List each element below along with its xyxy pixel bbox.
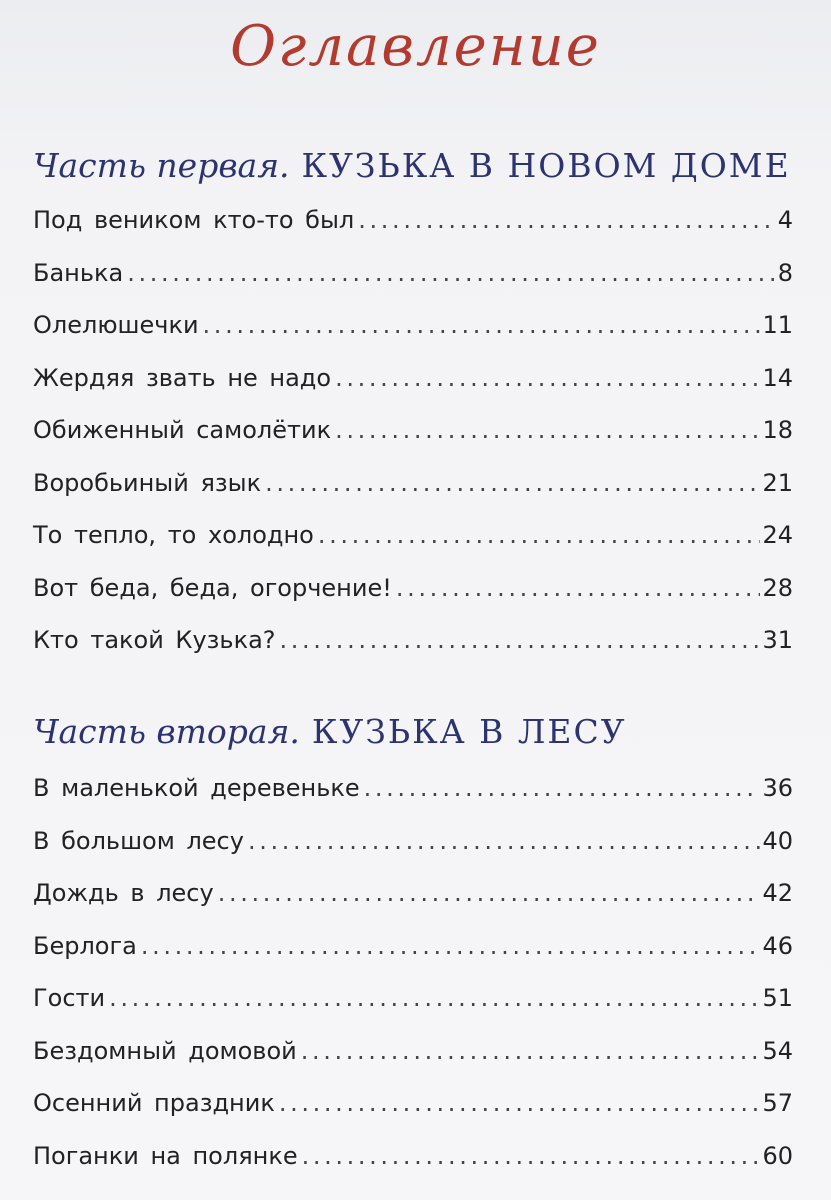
toc-entry-page: 36: [762, 774, 793, 802]
toc-entry-page: 54: [762, 1036, 793, 1065]
part-two-heading: [33, 712, 627, 751]
dot-leader: [358, 206, 775, 234]
toc-entry-title: Бездомный домовой: [33, 1036, 297, 1065]
part-one-lead: Часть первая.: [33, 146, 290, 185]
toc-entry-page: 4: [777, 206, 793, 234]
toc-entry[interactable]: [33, 1037, 793, 1090]
toc-entry-title: Олелюшечки: [33, 311, 199, 339]
dot-leader: [218, 879, 761, 907]
toc-entry[interactable]: [33, 259, 793, 312]
toc-entry-page: 60: [762, 1141, 793, 1170]
toc-entry-title: Жердяя звать не надо: [33, 363, 332, 392]
toc-entry[interactable]: [33, 1089, 793, 1142]
toc-entry-page: 24: [762, 521, 793, 549]
dot-leader: [203, 311, 761, 339]
dot-leader: [318, 521, 761, 549]
part-one-name: КУЗЬКА В НОВОМ ДОМЕ: [301, 146, 791, 185]
toc-entry-title: Вот беда, беда, огорчение!: [33, 573, 392, 602]
toc-entry[interactable]: [33, 311, 793, 364]
dot-leader: [301, 1037, 761, 1065]
toc-entry-title: Осенний праздник: [33, 1089, 275, 1117]
toc-entry[interactable]: [33, 879, 793, 932]
toc-entry-title: Воробьиный язык: [33, 468, 262, 497]
dot-leader: [141, 932, 761, 960]
toc-entry-title: Под веником кто-то был: [33, 206, 355, 234]
toc-entry-title: Гости: [33, 984, 106, 1012]
page-title: Оглавление: [230, 14, 601, 79]
toc-entry-page: 46: [762, 931, 793, 960]
dot-leader: [335, 416, 760, 444]
part-two-toc-list: [33, 774, 793, 1194]
toc-entry[interactable]: [33, 774, 793, 827]
part-one-heading: [33, 146, 791, 185]
part-two-name: КУЗЬКА В ЛЕСУ: [311, 712, 627, 751]
toc-entry-page: 21: [762, 468, 793, 497]
toc-entry[interactable]: [33, 932, 793, 985]
dot-leader: [279, 1089, 761, 1117]
part-one-toc-list: [33, 206, 793, 679]
dot-leader: [109, 984, 760, 1012]
dot-leader: [335, 364, 760, 392]
toc-entry-title: В большом лесу: [33, 826, 244, 855]
toc-entry-title: Поганки на полянке: [33, 1141, 298, 1170]
toc-entry-title: Банька: [33, 258, 124, 287]
dot-leader: [302, 1142, 761, 1170]
toc-entry-page: 57: [762, 1089, 793, 1117]
toc-entry-page: 14: [762, 363, 793, 392]
toc-entry[interactable]: [33, 469, 793, 522]
toc-entry-title: То тепло, то холодно: [33, 521, 314, 549]
toc-entry[interactable]: [33, 626, 793, 679]
toc-entry-title: Обиженный самолётик: [33, 416, 332, 444]
toc-entry-title: В маленькой деревеньке: [33, 774, 360, 802]
toc-entry-page: 8: [777, 258, 793, 287]
toc-entry-page: 11: [762, 311, 793, 339]
toc-entry-page: 18: [762, 416, 793, 444]
toc-entry-page: 42: [762, 879, 793, 907]
dot-leader: [280, 626, 761, 654]
toc-entry-page: 51: [762, 984, 793, 1012]
toc-entry-page: 40: [762, 826, 793, 855]
dot-leader: [127, 259, 776, 287]
toc-entry-title: Берлога: [33, 931, 137, 960]
toc-entry[interactable]: [33, 206, 793, 259]
toc-entry[interactable]: [33, 364, 793, 417]
dot-leader: [248, 827, 761, 855]
toc-entry[interactable]: [33, 1142, 793, 1195]
toc-entry[interactable]: [33, 416, 793, 469]
dot-leader: [364, 774, 761, 802]
toc-entry[interactable]: [33, 574, 793, 627]
part-two-lead: Часть вторая.: [33, 712, 300, 751]
toc-entry-page: 28: [762, 573, 793, 602]
toc-entry-title: Дождь в лесу: [33, 879, 214, 907]
toc-entry[interactable]: [33, 827, 793, 880]
dot-leader: [265, 469, 760, 497]
toc-entry-title: Кто такой Кузька?: [33, 626, 276, 654]
dot-leader: [396, 574, 761, 602]
toc-entry[interactable]: [33, 984, 793, 1037]
toc-entry[interactable]: [33, 521, 793, 574]
toc-entry-page: 31: [762, 626, 793, 654]
